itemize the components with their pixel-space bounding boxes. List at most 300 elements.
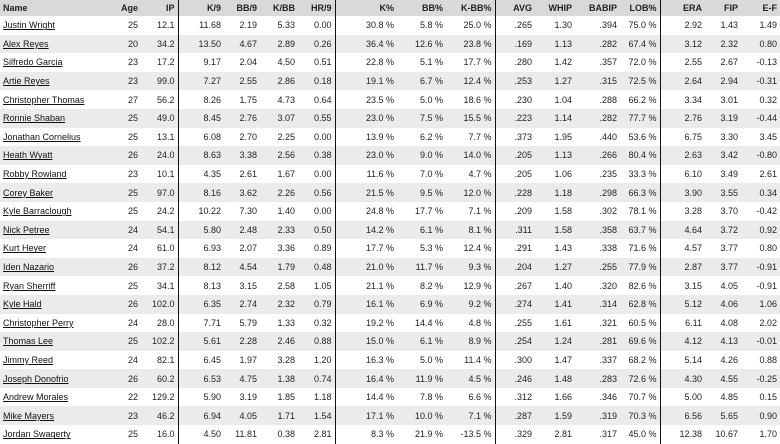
column-header-hr-per-9[interactable]: HR/9: [298, 0, 335, 16]
cell-e-f: -0.01: [756, 336, 777, 347]
cell-e-f: 0.80: [759, 38, 777, 49]
cell-babip: .337: [599, 354, 617, 365]
cell-k-bb-pct: 7.7 %: [446, 128, 495, 147]
player-name-cell[interactable]: [0, 276, 113, 295]
cell-whip: 1.59: [554, 410, 572, 421]
cell-e-f: 0.88: [759, 354, 777, 365]
cell-bb-per-9: 5.79: [239, 317, 257, 328]
cell-avg: .311: [515, 224, 532, 235]
cell-k-pct: 8.3 %: [370, 429, 394, 440]
player-name-cell[interactable]: [0, 146, 113, 165]
cell-avg: .204: [514, 262, 532, 273]
cell-lob-pct: 45.0 %: [620, 425, 660, 444]
cell-whip: 1.47: [554, 354, 572, 365]
cell-era: 3.34: [684, 94, 702, 105]
cell-bb-per-9: 2.04: [239, 57, 257, 68]
cell-babip: .282: [599, 113, 617, 124]
cell-fip: 10.67: [715, 429, 738, 440]
cell-k-per-9: 11.68: [199, 20, 221, 31]
cell-era: 4.64: [684, 224, 702, 235]
cell-whip: 1.30: [554, 20, 572, 31]
cell-fip: 2.67: [720, 57, 738, 68]
cell-hr-per-9: 0.50: [298, 221, 335, 240]
table-row: [0, 90, 780, 109]
cell-bb-per-9: 4.67: [239, 38, 257, 49]
cell-hr-per-9: 0.38: [298, 146, 335, 165]
cell-ip: 37.2: [141, 258, 178, 277]
cell-bb-pct: 9.0 %: [419, 150, 443, 161]
cell-lob-pct: 66.3 %: [620, 183, 660, 202]
cell-k-per-9: 5.90: [203, 392, 221, 403]
cell-ip: 102.0: [141, 295, 178, 314]
player-name-cell[interactable]: [0, 314, 113, 333]
cell-fip: 3.01: [720, 94, 738, 105]
player-name-link[interactable]: Robby Rowland: [3, 169, 67, 180]
cell-k-pct: 21.5 %: [365, 187, 394, 198]
cell-babip: .288: [599, 94, 617, 105]
cell-ip: 24.2: [141, 202, 178, 221]
player-name-link[interactable]: Iden Nazario: [3, 262, 55, 273]
cell-k-pct: 16.3 %: [365, 354, 394, 365]
player-name-cell[interactable]: [0, 53, 113, 72]
cell-ip: 16.0: [141, 425, 178, 444]
cell-bb-pct: 5.3 %: [419, 243, 443, 254]
player-name-link[interactable]: Kyle Barraclough: [3, 206, 72, 217]
cell-k-pct: 23.0 %: [365, 150, 394, 161]
cell-k-pct: 17.7 %: [365, 243, 394, 254]
cell-age: 24: [127, 354, 138, 365]
cell-hr-per-9: 1.18: [298, 388, 335, 407]
cell-k-per-9: 8.45: [203, 113, 221, 124]
column-header-bb-per-9[interactable]: BB/9: [236, 3, 257, 13]
cell-fip: 4.85: [720, 392, 738, 403]
cell-k-bb-pct: 6.6 %: [446, 388, 495, 407]
cell-hr-per-9: 0.18: [298, 72, 335, 91]
cell-bb-pct: 5.0 %: [419, 354, 443, 365]
player-name-cell[interactable]: [0, 202, 113, 221]
cell-bb-per-9: 7.30: [239, 206, 257, 217]
cell-avg: .287: [514, 410, 532, 421]
cell-whip: 1.27: [554, 76, 572, 87]
table-row: [0, 406, 780, 425]
column-header-k-pct[interactable]: K%: [379, 3, 394, 13]
cell-lob-pct: 71.6 %: [620, 239, 660, 258]
player-name-cell[interactable]: [0, 16, 113, 35]
cell-k-bb-pct: 11.4 %: [446, 351, 495, 370]
player-name-cell[interactable]: [0, 221, 113, 240]
cell-fip: 3.19: [720, 113, 738, 124]
cell-age: 25: [127, 131, 138, 142]
cell-k-per-9: 8.26: [203, 94, 221, 105]
table-row: [0, 258, 780, 277]
player-name-cell[interactable]: [0, 183, 113, 202]
cell-age: 24: [127, 317, 138, 328]
cell-lob-pct: 78.1 %: [620, 202, 660, 221]
table-row: [0, 72, 780, 91]
cell-avg: .254: [514, 336, 532, 347]
player-name-link[interactable]: Thomas Lee: [3, 336, 54, 347]
column-header-lob-pct[interactable]: LOB%: [620, 0, 660, 16]
cell-k-per-9: 7.71: [203, 317, 221, 328]
cell-age: 25: [127, 187, 138, 198]
cell-k-bb-pct: 12.9 %: [446, 276, 495, 295]
cell-e-f: -0.80: [756, 150, 777, 161]
cell-age: 26: [127, 299, 138, 310]
cell-k-per-bb: 2.56: [277, 150, 295, 161]
cell-hr-per-9: 1.54: [298, 406, 335, 425]
column-header-whip[interactable]: WHIP: [548, 3, 572, 13]
cell-bb-per-9: 1.75: [239, 94, 257, 105]
cell-age: 23: [127, 169, 138, 180]
column-header-babip[interactable]: BABIP: [588, 3, 617, 13]
cell-bb-pct: 5.1 %: [419, 57, 443, 68]
cell-k-per-9: 13.50: [198, 38, 221, 49]
cell-k-per-bb: 3.28: [277, 354, 295, 365]
cell-ip: 46.2: [141, 406, 178, 425]
table-row: [0, 165, 780, 184]
cell-k-pct: 16.1 %: [365, 299, 394, 310]
cell-ip: 99.0: [141, 72, 178, 91]
cell-bb-pct: 9.5 %: [419, 187, 443, 198]
cell-fip: 4.13: [720, 336, 738, 347]
cell-e-f: 0.80: [759, 243, 777, 254]
table-row: [0, 202, 780, 221]
cell-babip: .440: [599, 131, 617, 142]
cell-whip: 1.41: [554, 299, 572, 310]
cell-ip: 102.2: [141, 332, 178, 351]
cell-avg: .223: [514, 113, 532, 124]
cell-lob-pct: 68.2 %: [620, 351, 660, 370]
cell-hr-per-9: 0.64: [298, 90, 335, 109]
cell-babip: .281: [599, 336, 617, 347]
cell-lob-pct: 63.7 %: [620, 221, 660, 240]
cell-avg: .329: [514, 429, 532, 440]
player-name-cell[interactable]: [0, 90, 113, 109]
cell-bb-pct: 6.9 %: [419, 299, 443, 310]
cell-whip: 1.58: [554, 224, 572, 235]
cell-babip: .315: [599, 76, 617, 87]
cell-k-pct: 14.2 %: [365, 224, 394, 235]
column-header-name[interactable]: Name: [3, 3, 28, 13]
cell-avg: .373: [514, 131, 532, 142]
cell-age: 23: [127, 57, 138, 68]
cell-ip: 34.1: [141, 276, 178, 295]
cell-age: 25: [127, 280, 138, 291]
cell-e-f: 0.32: [759, 94, 777, 105]
cell-era: 4.12: [684, 336, 702, 347]
column-header-k-per-bb[interactable]: K/BB: [273, 3, 295, 13]
cell-age: 23: [127, 410, 138, 421]
cell-bb-per-9: 2.48: [239, 224, 257, 235]
cell-whip: 1.13: [554, 150, 572, 161]
cell-bb-per-9: 4.05: [239, 410, 257, 421]
cell-bb-pct: 6.1 %: [419, 224, 443, 235]
cell-age: 25: [127, 20, 138, 31]
cell-k-per-9: 5.61: [203, 336, 221, 347]
cell-avg: .312: [514, 392, 532, 403]
cell-bb-pct: 5.8 %: [419, 20, 443, 31]
cell-era: 3.15: [684, 280, 702, 291]
cell-k-bb-pct: 12.4 %: [446, 239, 495, 258]
player-name-link[interactable]: Mike Mayers: [3, 410, 55, 421]
cell-babip: .346: [599, 392, 617, 403]
player-name-cell[interactable]: [0, 128, 113, 147]
player-name-link[interactable]: Christopher Thomas: [3, 94, 85, 105]
cell-bb-per-9: 2.28: [239, 336, 257, 347]
cell-fip: 3.42: [720, 150, 738, 161]
cell-whip: 1.04: [554, 94, 572, 105]
table-row: [0, 109, 780, 128]
cell-hr-per-9: 0.74: [298, 369, 335, 388]
cell-age: 23: [127, 76, 138, 87]
cell-hr-per-9: 1.20: [298, 351, 335, 370]
player-name-link[interactable]: Silfredo Garcia: [3, 57, 63, 68]
cell-k-per-bb: 1.38: [277, 373, 295, 384]
cell-whip: 2.81: [554, 429, 572, 440]
cell-era: 6.56: [684, 410, 702, 421]
cell-ip: 61.0: [141, 239, 178, 258]
cell-lob-pct: 80.4 %: [620, 146, 660, 165]
cell-era: 5.12: [684, 299, 702, 310]
column-header-k-per-9[interactable]: K/9: [206, 3, 221, 13]
cell-age: 26: [127, 262, 138, 273]
cell-bb-per-9: 4.75: [239, 373, 257, 384]
cell-age: 26: [127, 373, 138, 384]
cell-avg: .300: [514, 354, 532, 365]
cell-k-pct: 23.0 %: [365, 113, 394, 124]
table-row: [0, 146, 780, 165]
column-header-age[interactable]: Age: [120, 3, 138, 13]
column-header-bb-pct[interactable]: BB%: [421, 3, 443, 13]
cell-k-per-9: 8.12: [203, 262, 221, 273]
cell-bb-per-9: 3.62: [239, 187, 257, 198]
player-name-link[interactable]: Corey Baker: [3, 187, 54, 198]
table-row: [0, 239, 780, 258]
column-header-era[interactable]: ERA: [682, 3, 702, 13]
cell-k-per-9: 5.80: [203, 224, 221, 235]
cell-k-pct: 30.8 %: [365, 20, 394, 31]
cell-bb-per-9: 3.19: [239, 392, 257, 403]
cell-k-per-9: 8.63: [203, 150, 221, 161]
column-header-fip[interactable]: FIP: [723, 3, 738, 13]
player-name-link[interactable]: Joseph Donofrio: [3, 373, 69, 384]
player-name-cell[interactable]: [0, 165, 113, 184]
cell-era: 2.92: [684, 20, 702, 31]
cell-whip: 1.40: [554, 280, 572, 291]
cell-k-bb-pct: 12.4 %: [446, 72, 495, 91]
cell-avg: .205: [514, 169, 532, 180]
cell-ip: 97.0: [141, 183, 178, 202]
header-row: [0, 0, 780, 16]
cell-k-pct: 19.1 %: [365, 76, 394, 87]
cell-k-per-bb: 1.85: [277, 392, 295, 403]
cell-bb-per-9: 3.15: [239, 280, 257, 291]
cell-k-bb-pct: 14.0 %: [446, 146, 495, 165]
cell-k-pct: 14.4 %: [365, 392, 394, 403]
cell-hr-per-9: 2.81: [298, 425, 335, 444]
player-name-link[interactable]: Alex Reyes: [3, 38, 49, 49]
cell-bb-pct: 14.4 %: [414, 317, 443, 328]
cell-bb-pct: 8.2 %: [419, 280, 443, 291]
cell-ip: 34.2: [141, 35, 178, 54]
player-name-cell[interactable]: [0, 332, 113, 351]
cell-ip: 24.0: [141, 146, 178, 165]
player-name-cell[interactable]: [0, 109, 113, 128]
cell-k-per-bb: 3.07: [277, 113, 295, 124]
cell-bb-per-9: 2.70: [239, 131, 257, 142]
cell-bb-pct: 5.0 %: [419, 94, 443, 105]
cell-k-per-bb: 2.58: [277, 280, 295, 291]
cell-babip: .394: [599, 20, 617, 31]
cell-fip: 3.70: [720, 206, 738, 217]
player-name-link[interactable]: Andrew Morales: [3, 392, 69, 403]
cell-bb-pct: 12.6 %: [414, 38, 443, 49]
cell-age: 25: [127, 206, 138, 217]
player-name-link[interactable]: Justin Wright: [3, 20, 55, 31]
cell-lob-pct: 72.0 %: [620, 53, 660, 72]
cell-fip: 1.43: [720, 20, 738, 31]
cell-k-per-9: 8.13: [203, 280, 221, 291]
cell-k-per-9: 6.45: [203, 354, 221, 365]
cell-babip: .321: [599, 317, 617, 328]
cell-k-bb-pct: 25.0 %: [446, 16, 495, 35]
cell-age: 20: [127, 38, 138, 49]
column-header-k-bb-pct[interactable]: K-BB%: [446, 0, 495, 16]
player-name-cell[interactable]: [0, 351, 113, 370]
cell-e-f: 0.92: [759, 224, 777, 235]
cell-fip: 4.55: [720, 373, 738, 384]
cell-hr-per-9: 0.89: [298, 239, 335, 258]
player-name-cell[interactable]: [0, 239, 113, 258]
cell-e-f: -0.91: [756, 262, 777, 273]
cell-e-f: 0.15: [759, 392, 777, 403]
column-header-avg[interactable]: AVG: [513, 3, 532, 13]
cell-lob-pct: 82.6 %: [620, 276, 660, 295]
cell-k-per-bb: 1.79: [277, 262, 295, 273]
cell-k-bb-pct: 8.9 %: [446, 332, 495, 351]
player-name-link[interactable]: Kyle Hald: [3, 299, 42, 310]
cell-k-bb-pct: 4.8 %: [446, 314, 495, 333]
cell-age: 24: [127, 243, 138, 254]
player-name-cell[interactable]: [0, 72, 113, 91]
column-header-ip[interactable]: IP: [141, 0, 178, 16]
player-name-link[interactable]: Ryan Sherriff: [3, 280, 56, 291]
cell-fip: 3.49: [720, 169, 738, 180]
cell-babip: .298: [599, 187, 617, 198]
cell-bb-per-9: 4.54: [239, 262, 257, 273]
cell-era: 4.30: [684, 373, 702, 384]
cell-ip: 13.1: [141, 128, 178, 147]
cell-era: 2.87: [684, 262, 702, 273]
cell-k-per-bb: 2.46: [277, 336, 295, 347]
cell-era: 3.12: [684, 38, 702, 49]
player-name-cell[interactable]: [0, 258, 113, 277]
cell-whip: 1.14: [554, 113, 572, 124]
player-name-cell[interactable]: [0, 388, 113, 407]
cell-era: 12.38: [679, 429, 702, 440]
player-name-link[interactable]: Heath Wyatt: [3, 150, 53, 161]
cell-bb-pct: 11.7 %: [415, 262, 443, 273]
cell-babip: .302: [599, 206, 617, 217]
player-name-link[interactable]: Jimmy Reed: [3, 354, 54, 365]
cell-k-bb-pct: 18.6 %: [446, 90, 495, 109]
player-name-link[interactable]: Ronnie Shaban: [3, 113, 66, 124]
cell-k-per-9: 9.17: [203, 57, 221, 68]
cell-lob-pct: 62.8 %: [620, 295, 660, 314]
cell-bb-pct: 6.2 %: [419, 131, 443, 142]
cell-ip: 10.1: [141, 165, 178, 184]
player-name-link[interactable]: Christopher Perry: [3, 317, 74, 328]
cell-e-f: 0.34: [759, 187, 777, 198]
cell-hr-per-9: 0.00: [298, 202, 335, 221]
cell-bb-per-9: 2.19: [239, 20, 257, 31]
cell-bb-pct: 6.1 %: [419, 336, 443, 347]
cell-avg: .267: [514, 280, 532, 291]
cell-whip: 1.95: [554, 131, 572, 142]
cell-fip: 3.77: [720, 243, 738, 254]
cell-k-pct: 21.0 %: [365, 262, 394, 273]
cell-k-bb-pct: 17.7 %: [446, 53, 495, 72]
cell-era: 5.14: [684, 354, 702, 365]
cell-bb-per-9: 2.61: [239, 169, 257, 180]
player-name-cell[interactable]: [0, 425, 113, 444]
cell-avg: .246: [514, 373, 532, 384]
cell-fip: 2.32: [720, 38, 738, 49]
player-name-cell[interactable]: [0, 295, 113, 314]
cell-k-per-bb: 4.73: [277, 94, 295, 105]
cell-age: 26: [127, 150, 138, 161]
cell-avg: .274: [514, 299, 532, 310]
player-name-link[interactable]: Artie Reyes: [3, 76, 50, 87]
player-name-link[interactable]: Kurt Heyer: [3, 243, 47, 254]
player-name-link[interactable]: Nick Petree: [3, 224, 50, 235]
cell-k-per-bb: 2.25: [277, 131, 295, 142]
player-name-link[interactable]: Jordan Swagerty: [3, 429, 71, 440]
cell-k-pct: 23.5 %: [365, 94, 394, 105]
cell-babip: .235: [599, 169, 617, 180]
player-name-cell[interactable]: [0, 369, 113, 388]
cell-fip: 3.30: [720, 131, 738, 142]
cell-k-bb-pct: 23.8 %: [446, 35, 495, 54]
cell-lob-pct: 66.2 %: [620, 90, 660, 109]
cell-whip: 1.43: [554, 243, 572, 254]
player-name-cell[interactable]: [0, 35, 113, 54]
cell-age: 25: [127, 336, 138, 347]
cell-k-per-9: 8.16: [203, 187, 221, 198]
cell-whip: 1.58: [554, 206, 572, 217]
player-name-cell[interactable]: [0, 406, 113, 425]
cell-babip: .266: [599, 150, 617, 161]
cell-k-per-bb: 2.86: [277, 76, 295, 87]
cell-ip: 54.1: [141, 221, 178, 240]
cell-e-f: -0.31: [756, 76, 777, 87]
cell-k-per-9: 6.93: [203, 243, 221, 254]
cell-era: 5.00: [684, 392, 702, 403]
cell-babip: .317: [599, 429, 617, 440]
table-row: [0, 221, 780, 240]
cell-whip: 1.13: [554, 38, 572, 49]
table-row: [0, 128, 780, 147]
cell-bb-pct: 11.9 %: [415, 373, 443, 384]
player-name-link[interactable]: Jonathan Cornelius: [3, 131, 81, 142]
cell-babip: .320: [599, 280, 617, 291]
cell-k-per-bb: 1.40: [277, 206, 295, 217]
column-header-e-f[interactable]: E-F: [762, 3, 777, 13]
cell-era: 6.75: [684, 131, 702, 142]
cell-age: 25: [127, 113, 138, 124]
cell-avg: .291: [514, 243, 532, 254]
cell-age: 27: [127, 94, 138, 105]
